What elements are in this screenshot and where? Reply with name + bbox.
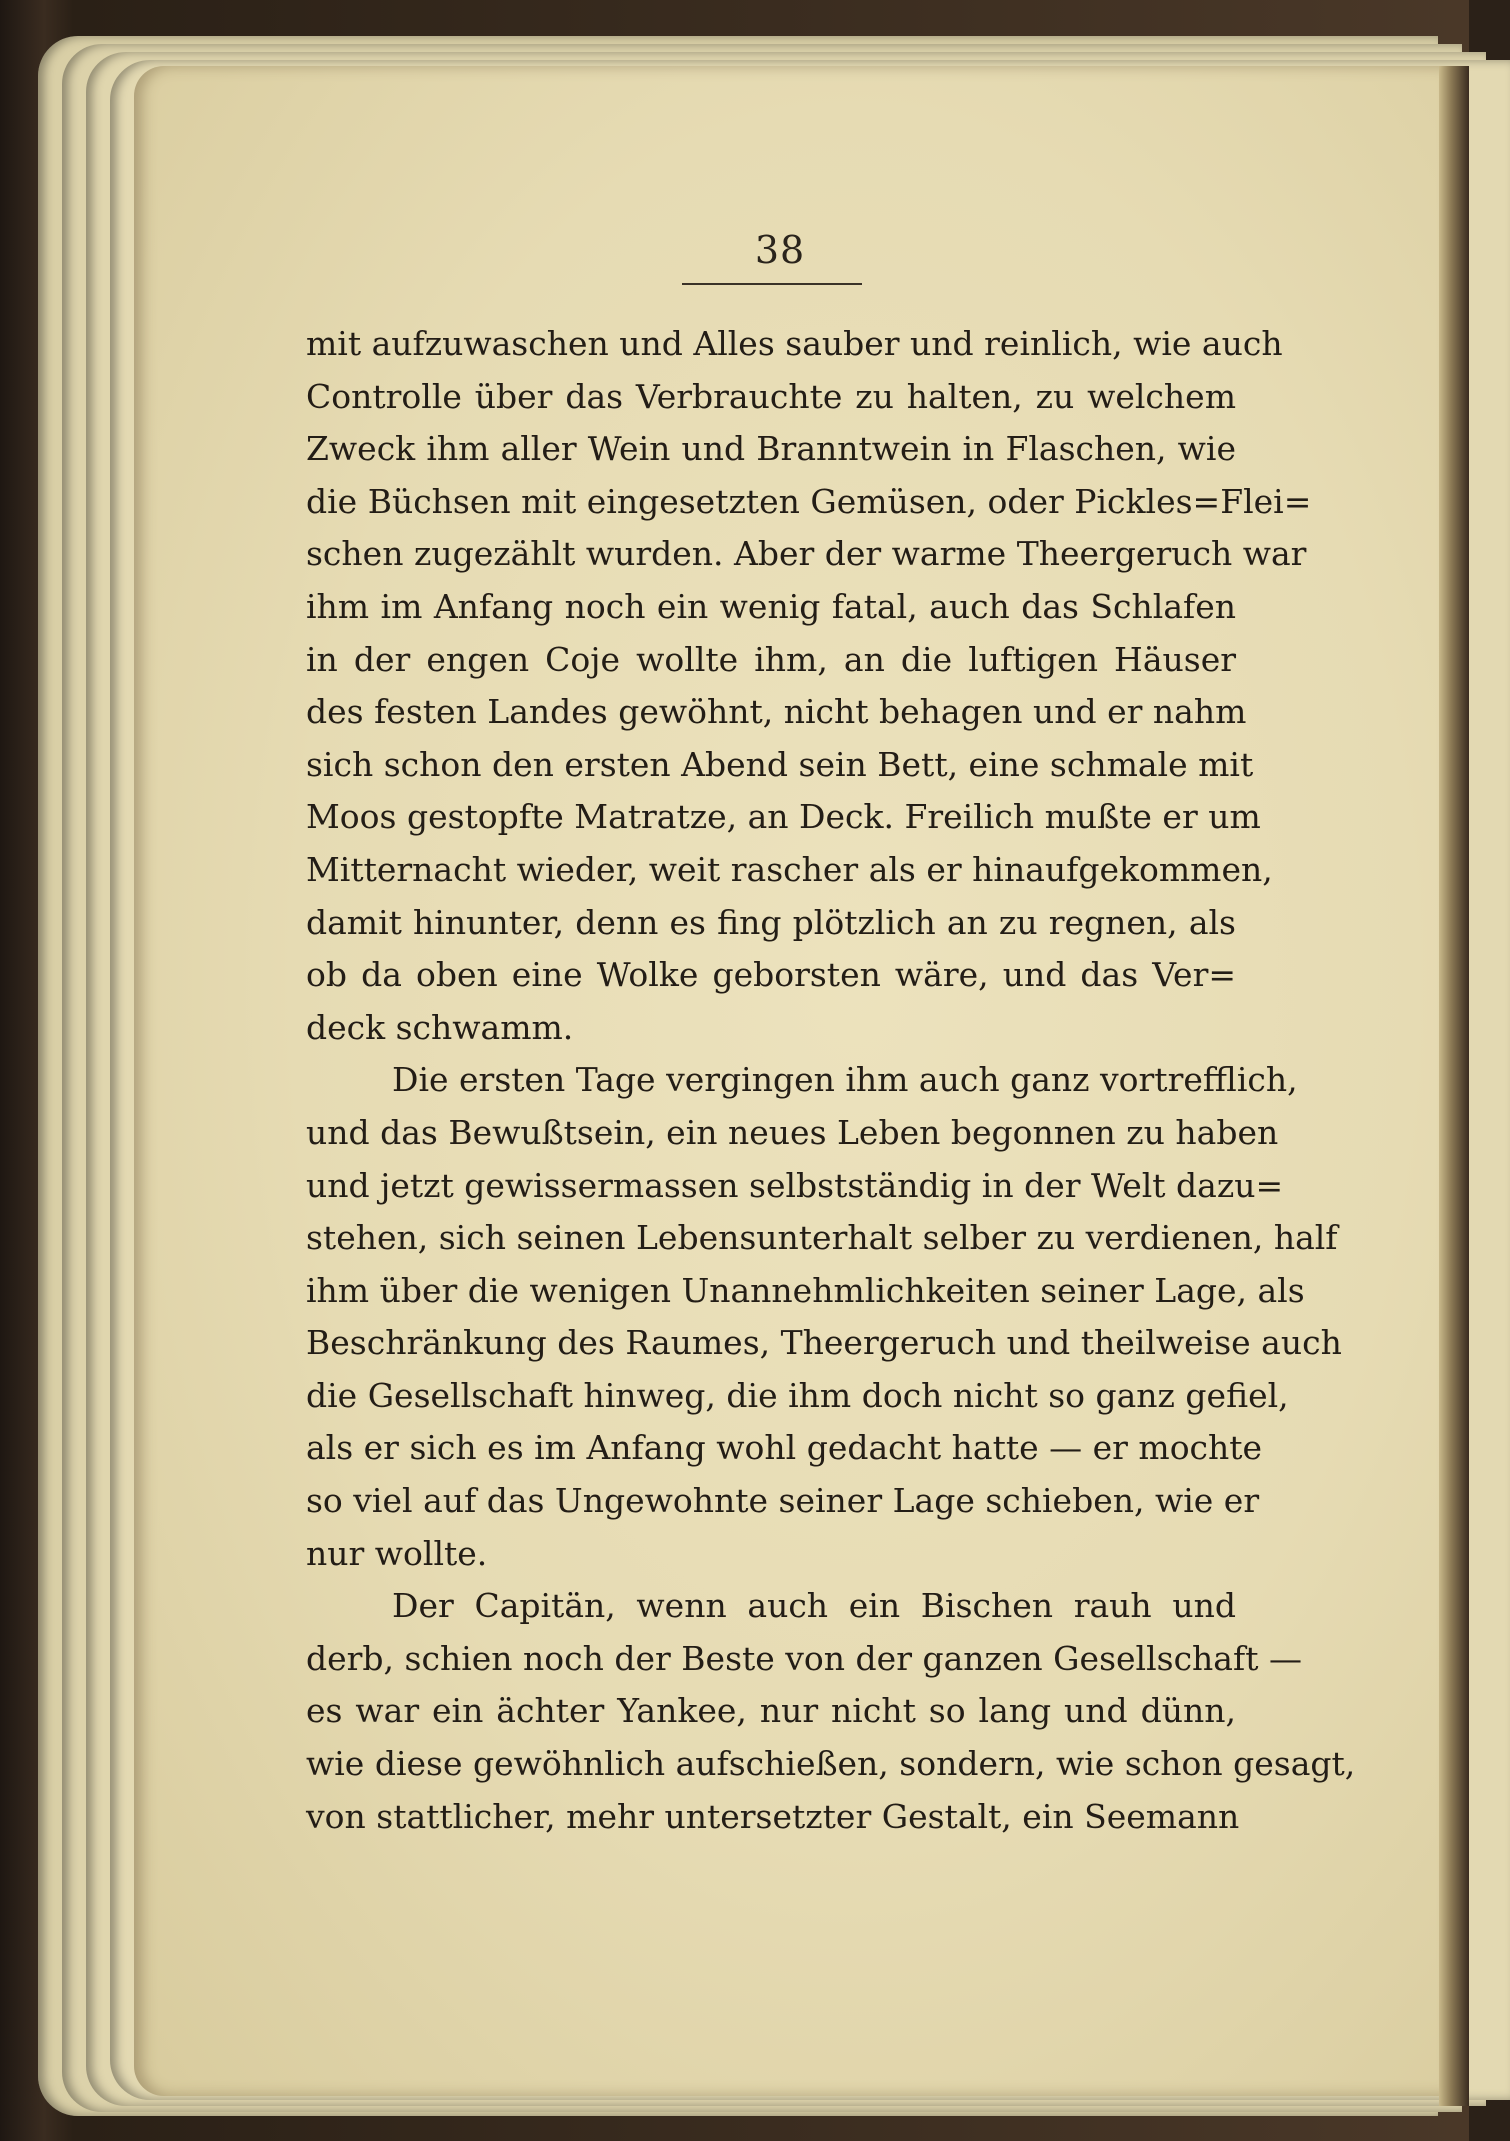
text-line: nur wollte. (306, 1533, 488, 1573)
text-line: die Gesellschaft hinweg, die ihm doch nicht so ganz gefiel, (306, 1375, 1289, 1415)
body-text (306, 318, 1356, 1843)
text-line: deck schwamm. (306, 1007, 574, 1047)
text-line: sich schon den ersten Abend sein Bett, eine schmale mit (306, 744, 1254, 784)
text-line: Mitternacht wieder, weit rascher als er hinaufgekommen, (306, 849, 1273, 889)
text-line: in der engen Coje wollte ihm, an die luftigen Häuser (306, 639, 1236, 679)
text-line: Die ersten Tage vergingen ihm auch ganz vortrefflich, (392, 1060, 1298, 1100)
text-line: ihm im Anfang noch ein wenig fatal, auch das Schlafen (306, 586, 1236, 626)
text-line: so viel auf das Ungewohnte seiner Lage schieben, wie er (306, 1481, 1260, 1521)
book-gutter (1439, 66, 1469, 2106)
text-line: Der Capitän, wenn auch ein Bischen rauh und (392, 1586, 1236, 1626)
text-line: und das Bewußtsein, ein neues Leben begonnen zu haben (306, 1112, 1279, 1152)
text-line: Beschränkung des Raumes, Theergeruch und theilweise auch (306, 1323, 1342, 1363)
text-line: ob da oben eine Wolke geborsten wäre, und das Ver= (306, 955, 1236, 995)
text-line: stehen, sich seinen Lebensunterhalt selber zu verdienen, half (306, 1218, 1338, 1258)
page-number: 38 (754, 228, 806, 272)
text-line: Moos gestopfte Matratze, an Deck. Freilich mußte er um (306, 797, 1261, 837)
text-line: ihm über die wenigen Unannehmlichkeiten seiner Lage, als (306, 1270, 1305, 1310)
text-line: des festen Landes gewöhnt, nicht behagen und er nahm (306, 692, 1247, 732)
text-line: und jetzt gewissermassen selbstständig in der Welt dazu= (306, 1165, 1284, 1205)
text-line: von stattlicher, mehr untersetzter Gestalt, ein Seemann (306, 1796, 1240, 1836)
text-line: die Büchsen mit eingesetzten Gemüsen, oder Pickles=Flei= (306, 481, 1312, 521)
text-line: mit aufzuwaschen und Alles sauber und reinlich, wie auch (306, 324, 1283, 363)
text-line: es war ein ächter Yankee, nur nicht so lang und dünn, (306, 1691, 1236, 1731)
text-line: derb, schien noch der Beste von der ganzen Gesellschaft — (306, 1638, 1302, 1678)
text-line: als er sich es im Anfang wohl gedacht hatte — er mochte (306, 1428, 1263, 1468)
text-line: damit hinunter, denn es fing plötzlich an zu regnen, als (306, 902, 1236, 942)
text-line: Zweck ihm aller Wein und Branntwein in Flaschen, wie (306, 429, 1236, 469)
page-number-rule (682, 283, 862, 285)
text-line: Controlle über das Verbrauchte zu halten, zu welchem (306, 376, 1236, 416)
text-line: wie diese gewöhnlich aufschießen, sondern, wie schon gesagt, (306, 1744, 1356, 1784)
text-line: schen zugezählt wurden. Aber der warme Theergeruch war (306, 534, 1307, 574)
